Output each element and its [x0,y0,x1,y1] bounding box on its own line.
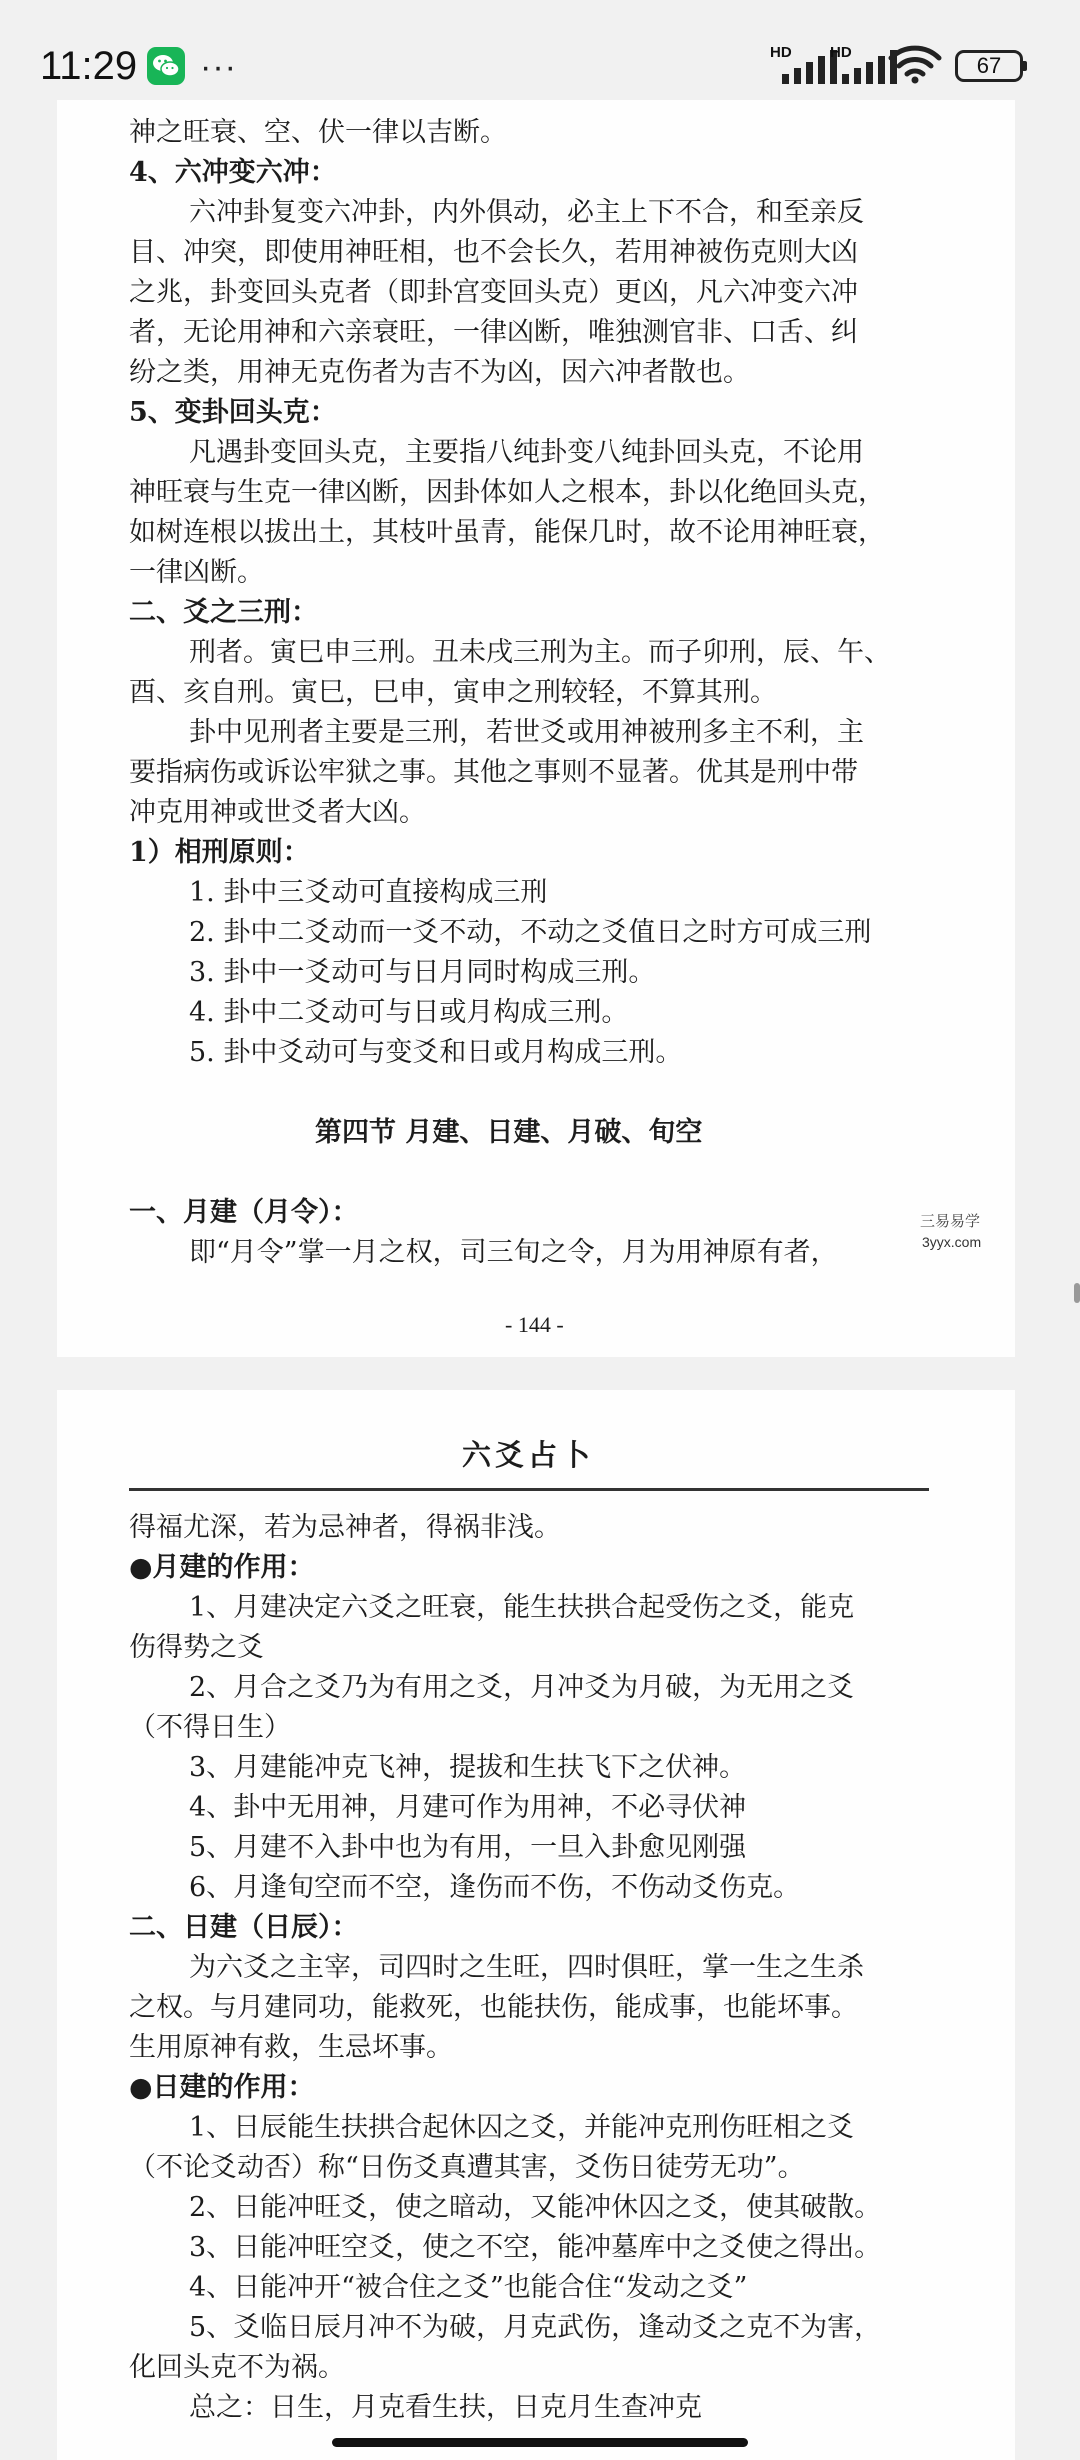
text-line: 4、卦中无用神，月建可作为用神，不必寻伏神 [189,1792,747,1823]
document-page-144 [57,100,1015,1357]
text-line: 总之：日生，月克看生扶，日克月生查冲克 [189,2392,702,2423]
battery-level: 67 [976,53,1002,78]
section-heading: ●月建的作用： [129,1552,315,1583]
text-line: 为六爻之主宰，司四时之生旺，四时俱旺，掌一生之生杀 [189,1952,864,1983]
signal-hd-label: HD [770,44,792,61]
text-line: 即“月令”掌一月之权，司三旬之令，月为用神原有者， [189,1237,838,1268]
text-line: 目、冲突，即使用神旺相，也不会长久，若用神被伤克则大凶 [129,237,858,268]
signal-hd-label-2: HD [830,44,852,61]
text-line: 凡遇卦变回头克，主要指八纯卦变八纯卦回头克，不论用 [189,437,864,468]
section-heading: 二、日建（日辰）： [129,1912,359,1943]
status-time: 11:29 [40,44,138,88]
text-line: 生用原神有救，生忌坏事。 [129,2032,453,2063]
text-line: 纷之类，用神无克伤者为吉不为凶，因六冲者散也。 [129,357,750,388]
text-line: 之权。与月建同功，能救死，也能扶伤，能成事，也能坏事。 [129,1992,858,2023]
list-item: 2. 卦中二爻动而一爻不动，不动之爻值日之时方可成三刑 [189,917,872,948]
text-line: 得福尤深，若为忌神者，得祸非浅。 [129,1512,561,1543]
text-line: 2、日能冲旺爻，使之暗动，又能冲休囚之爻，使其破散。 [189,2192,882,2223]
text-line: （不得日生） [129,1712,291,1743]
text-line: 3、日能冲旺空爻，使之不空，能冲墓库中之爻使之得出。 [189,2232,882,2263]
text-line: 卦中见刑者主要是三刑，若世爻或用神被刑多主不利，主 [189,717,864,748]
page-number: - 144 - [505,1312,564,1337]
section-heading: 5、变卦回头克： [129,397,337,428]
document-page-next [57,1390,1015,2460]
list-item: 1. 卦中三爻动可直接构成三刑 [189,877,548,908]
running-header: 六爻占卜 [462,1438,595,1472]
text-line: （不论爻动否）称“日伤爻真遭其害，爻伤日徒劳无功”。 [129,2152,805,2183]
wechat-icon [147,47,185,85]
text-line: 神旺衰与生克一律凶断，因卦体如人之根本，卦以化绝回头克， [129,477,885,508]
wifi-icon [888,44,942,88]
text-line: 1、日辰能生扶拱合起休囚之爻，并能冲克刑伤旺相之爻 [189,2112,855,2143]
header-rule [129,1488,929,1491]
list-item: 3. 卦中一爻动可与日月同时构成三刑。 [189,957,656,988]
text-line: 者，无论用神和六亲衰旺，一律凶断，唯独测官非、口舌、纠 [129,317,858,348]
text-line: 4、日能冲开“被合住之爻”也能合住“发动之爻” [189,2272,748,2303]
watermark-name: 三易易学 [920,1213,981,1230]
text-line: 六冲卦复变六冲卦，内外俱动，必主上下不合，和至亲反 [189,197,864,228]
battery-icon [955,50,1023,82]
text-line: 5、月建不入卦中也为有用，一旦入卦愈见刚强 [189,1832,747,1863]
text-line: 冲克用神或世爻者大凶。 [129,797,426,828]
watermark [905,1208,1000,1258]
text-line: 5、爻临日辰月冲不为破，月克武伤，逢动爻之克不为害， [189,2312,882,2343]
text-line: 1、月建决定六爻之旺衰，能生扶拱合起受伤之爻，能克 [189,1592,855,1623]
text-line: 刑者。寅巳申三刑。丑未戌三刑为主。而子卯刑，辰、午、 [189,637,891,668]
section-heading: 二、爻之三刑： [129,597,318,628]
section-heading: 1）相刑原则： [129,837,310,868]
text-line: 酉、亥自刑。寅巳，巳申，寅申之刑较轻，不算其刑。 [129,677,777,708]
chapter-heading: 第四节 月建、日建、月破、旬空 [315,1117,703,1148]
more-notifications-icon: ··· [200,48,237,86]
watermark-url: 3yyx.com [922,1234,982,1250]
text-line: 化回头克不为祸。 [129,2352,345,2383]
list-item: 5. 卦中爻动可与变爻和日或月构成三刑。 [189,1037,683,1068]
text-line: 一律凶断。 [129,557,264,588]
text-line: 神之旺衰、空、伏一律以吉断。 [129,117,507,148]
text-line: 如树连根以拔出土，其枝叶虽青，能保几时，故不论用神旺衰， [129,517,885,548]
text-line: 3、月建能冲克飞神，提拔和生扶飞下之伏神。 [189,1752,747,1783]
section-heading: ●日建的作用： [129,2072,315,2103]
text-line: 之兆，卦变回头克者（即卦宫变回头克）更凶，凡六冲变六冲 [129,277,858,308]
text-line: 6、月逢旬空而不空，逢伤而不伤，不伤动爻伤克。 [189,1872,801,1903]
home-indicator[interactable] [332,2438,748,2447]
text-line: 伤得势之爻 [129,1632,264,1663]
text-line: 2、月合之爻乃为有用之爻，月冲爻为月破，为无用之爻 [189,1672,855,1703]
section-heading: 4、六冲变六冲： [129,157,337,188]
scrollbar-thumb[interactable] [1074,1283,1080,1303]
section-heading: 一、月建（月令）： [129,1197,359,1228]
list-item: 4. 卦中二爻动可与日或月构成三刑。 [189,997,629,1028]
text-line: 要指病伤或诉讼牢狱之事。其他之事则不显著。优其是刑中带 [129,757,858,788]
